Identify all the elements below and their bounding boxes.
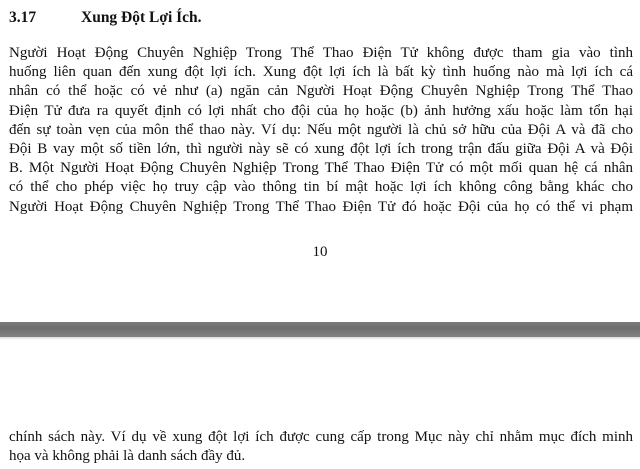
page-number: 10 [312,244,328,260]
text-line: nhân có thể hoặc có vẻ như (a) ngăn cản Người Hoạt Động Chuyên Nghiệp Trong Thể Thao [9,83,633,100]
page-separator [0,322,640,337]
text-line: có thể cho phép việc họ truy cập vào thông tin bí mật hoặc lợi ích không công bằng khác cho [9,179,633,196]
text-line: họa và không phải là danh sách đầy đủ. [9,448,246,465]
text-line: huống liên quan đến xung đột lợi ích. Xung đột lợi ích là bất kỳ tình huống nào mà lợi ích cá [9,64,633,81]
text-line: Đội B vay một số tiền lớn, thì người này sẽ có xung đột lợi ích trong trận đấu giữa Đội A và Đội [9,141,633,158]
text-line: Điện Tử đưa ra quyết định có lợi nhất cho đội của họ hoặc (b) ảnh hưởng xấu hoặc làm tổn hại [9,102,633,119]
section-title: Xung Đột Lợi Ích. [81,9,202,26]
page-separator-shadow [0,337,640,340]
paragraph-page-2 [9,428,633,466]
text-line: Người Hoạt Động Chuyên Nghiệp Trong Thể Thao Điện Tử đó hoặc Đội của họ có thể vi phạm [9,198,633,215]
text-line: Người Hoạt Động Chuyên Nghiệp Trong Thể Thao Điện Tử không được tham gia vào tình [9,45,633,61]
section-number: 3.17 [9,9,37,26]
text-line: chính sách này. Ví dụ về xung đột lợi ích được cung cấp trong Mục này chỉ nhằm mục đích minh [9,429,633,445]
text-line: B. Một Người Hoạt Động Chuyên Nghiệp Trong Thể Thao Điện Tử có một mối quan hệ cá nhân [9,160,633,177]
text-line: đến sự toàn vẹn của môn thể thao này. Ví dụ: Nếu một người là chủ sở hữu của Đội A và đã cho [9,121,633,138]
section-heading [9,8,202,28]
paragraph-page-1 [9,44,633,217]
